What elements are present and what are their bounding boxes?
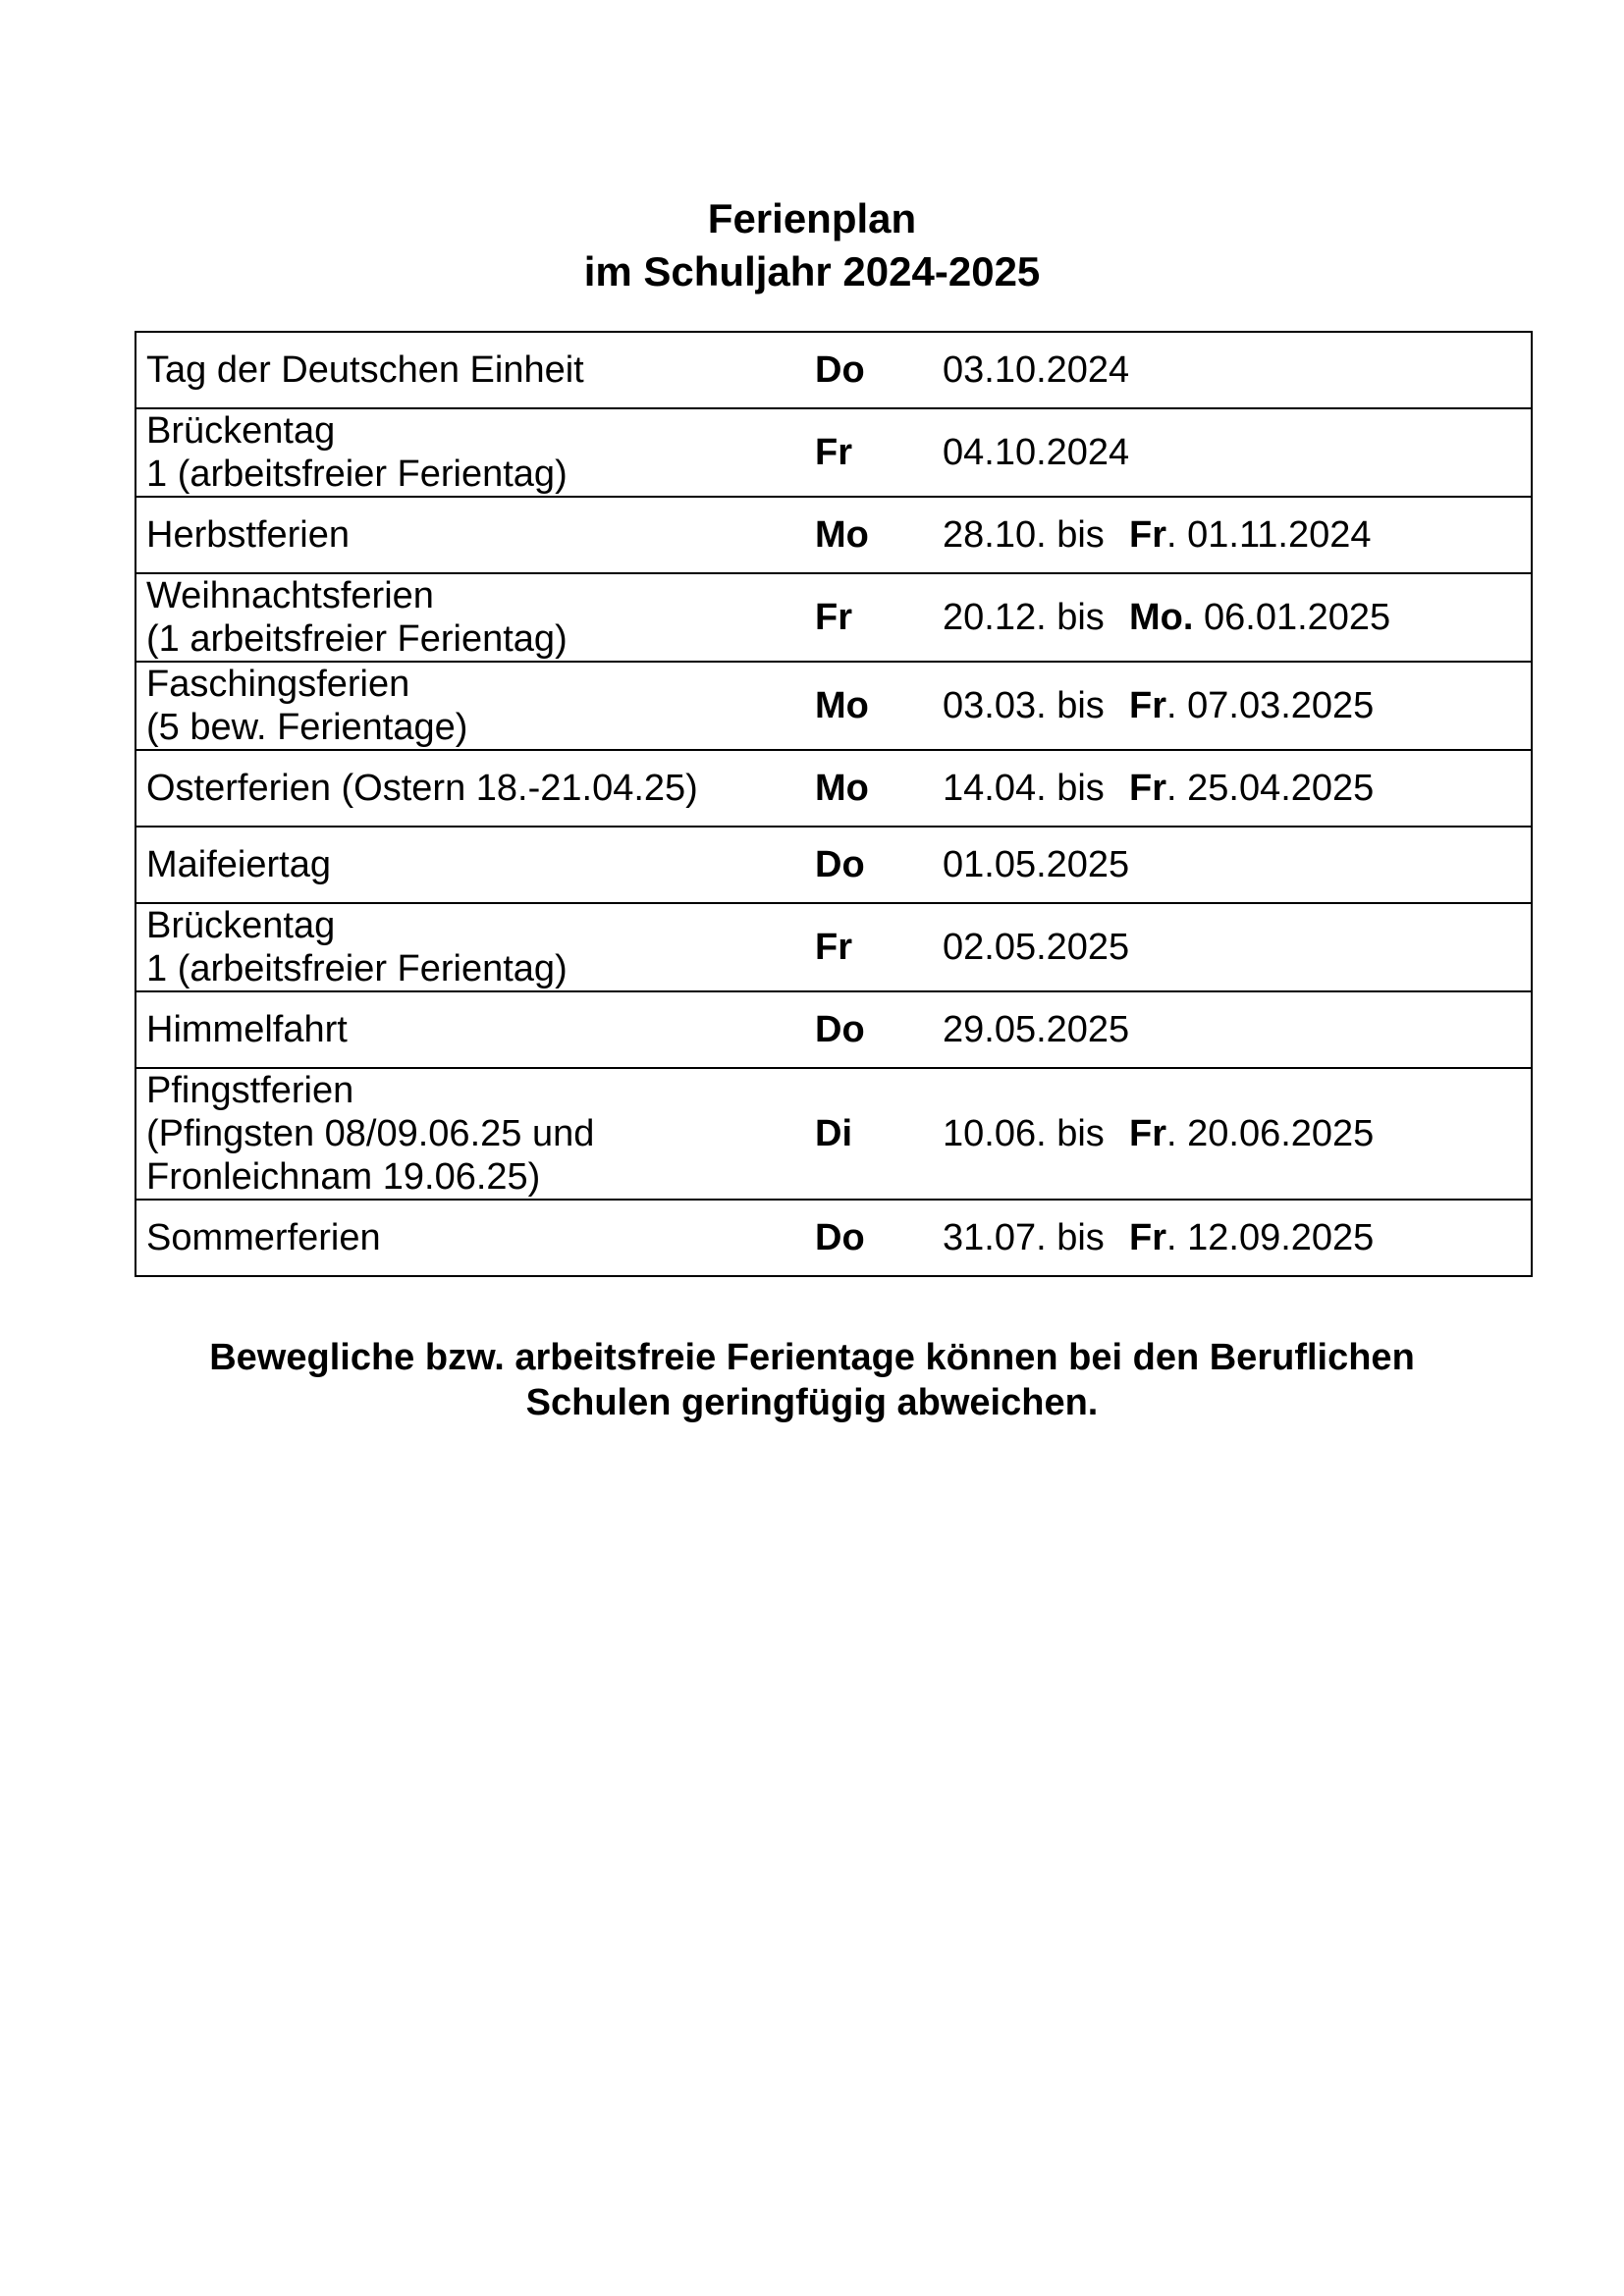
table-row [135, 408, 1532, 497]
holiday-name-line: Herbstferien [146, 514, 350, 556]
footnote-line-1: Bewegliche bzw. arbeitsfreie Ferientage können bei den Beruflichen [209, 1337, 1415, 1378]
start-date: 20.12. bis [943, 597, 1105, 638]
title-line-2: im Schuljahr 2024-2025 [583, 248, 1041, 294]
weekday-cell: Di [815, 1068, 943, 1200]
holiday-name-cell [135, 1200, 815, 1276]
date-cell [943, 903, 1532, 991]
holiday-name-cell [135, 573, 815, 662]
table-row [135, 1200, 1532, 1276]
holiday-name-line: (5 bew. Ferientage) [146, 707, 468, 748]
date-cell [943, 827, 1532, 903]
footnote-line-2: Schulen geringfügig abweichen. [525, 1382, 1099, 1423]
holiday-name-line: Maifeiertag [146, 844, 331, 885]
date-cell [943, 991, 1532, 1068]
table-row [135, 903, 1532, 991]
weekday-cell: Do [815, 827, 943, 903]
holiday-name-line: Sommerferien [146, 1217, 381, 1258]
weekday-cell: Mo [815, 497, 943, 573]
holiday-name-line: Himmelfahrt [146, 1009, 348, 1050]
start-date: 01.05.2025 [943, 844, 1130, 885]
weekday-cell: Mo [815, 662, 943, 750]
holiday-name-cell [135, 827, 815, 903]
weekday-cell: Do [815, 991, 943, 1068]
start-date: 10.06. bis [943, 1113, 1105, 1154]
holiday-name-line: Pfingstferien [146, 1070, 354, 1111]
holiday-name-cell [135, 408, 815, 497]
holiday-name-line: Osterferien (Ostern 18.-21.04.25) [146, 768, 698, 809]
end-weekday: Fr [1129, 685, 1166, 726]
holiday-name-line: 1 (arbeitsfreier Ferientag) [146, 454, 568, 495]
date-cell [943, 662, 1532, 750]
weekday-cell: Do [815, 332, 943, 408]
table-row [135, 827, 1532, 903]
date-cell [943, 408, 1532, 497]
weekday-cell: Fr [815, 573, 943, 662]
end-weekday: Fr [1129, 1113, 1166, 1154]
end-date: . 20.06.2025 [1166, 1113, 1375, 1154]
holiday-name-cell [135, 750, 815, 827]
date-cell [943, 573, 1532, 662]
holiday-name-cell [135, 332, 815, 408]
table-row [135, 991, 1532, 1068]
start-date: 02.05.2025 [943, 927, 1130, 968]
start-date: 28.10. bis [943, 514, 1105, 556]
title-line-1: Ferienplan [707, 195, 917, 241]
date-cell [943, 497, 1532, 573]
start-date: 04.10.2024 [943, 432, 1130, 473]
holiday-name-line: 1 (arbeitsfreier Ferientag) [146, 948, 568, 989]
start-date: 29.05.2025 [943, 1009, 1130, 1050]
end-date: . 12.09.2025 [1166, 1217, 1375, 1258]
date-cell [943, 332, 1532, 408]
start-date: 31.07. bis [943, 1217, 1105, 1258]
holiday-name-line: Brückentag [146, 410, 336, 452]
start-date: 03.03. bis [943, 685, 1105, 726]
page-title [0, 192, 1624, 298]
weekday-cell: Fr [815, 903, 943, 991]
holiday-name-line: (1 arbeitsfreier Ferientag) [146, 618, 568, 660]
table-row [135, 573, 1532, 662]
end-date: . 01.11.2024 [1166, 514, 1372, 556]
footnote [0, 1335, 1624, 1425]
start-date: 03.10.2024 [943, 349, 1130, 391]
date-cell [943, 1200, 1532, 1276]
end-weekday: Fr [1129, 514, 1166, 556]
holiday-table-body [135, 332, 1532, 1276]
weekday-cell: Fr [815, 408, 943, 497]
holiday-table [135, 331, 1533, 1277]
holiday-name-cell [135, 497, 815, 573]
end-weekday: Fr [1129, 1217, 1166, 1258]
end-weekday: Mo. [1129, 597, 1194, 638]
holiday-name-cell [135, 662, 815, 750]
holiday-name-line: Tag der Deutschen Einheit [146, 349, 584, 391]
holiday-name-line: Brückentag [146, 905, 336, 946]
table-row [135, 332, 1532, 408]
end-date: . 07.03.2025 [1166, 685, 1375, 726]
end-date: 06.01.2025 [1193, 597, 1391, 638]
start-date: 14.04. bis [943, 768, 1105, 809]
end-weekday: Fr [1129, 768, 1166, 809]
holiday-name-line: Faschingsferien [146, 664, 410, 705]
table-row [135, 750, 1532, 827]
weekday-cell: Mo [815, 750, 943, 827]
table-row [135, 497, 1532, 573]
holiday-name-line: Fronleichnam 19.06.25) [146, 1156, 541, 1198]
date-cell [943, 1068, 1532, 1200]
holiday-name-cell [135, 903, 815, 991]
holiday-name-line: (Pfingsten 08/09.06.25 und [146, 1113, 595, 1154]
holiday-name-line: Weihnachtsferien [146, 575, 434, 616]
table-row [135, 662, 1532, 750]
table-row [135, 1068, 1532, 1200]
holiday-name-cell [135, 1068, 815, 1200]
date-cell [943, 750, 1532, 827]
weekday-cell: Do [815, 1200, 943, 1276]
holiday-name-cell [135, 991, 815, 1068]
end-date: . 25.04.2025 [1166, 768, 1375, 809]
